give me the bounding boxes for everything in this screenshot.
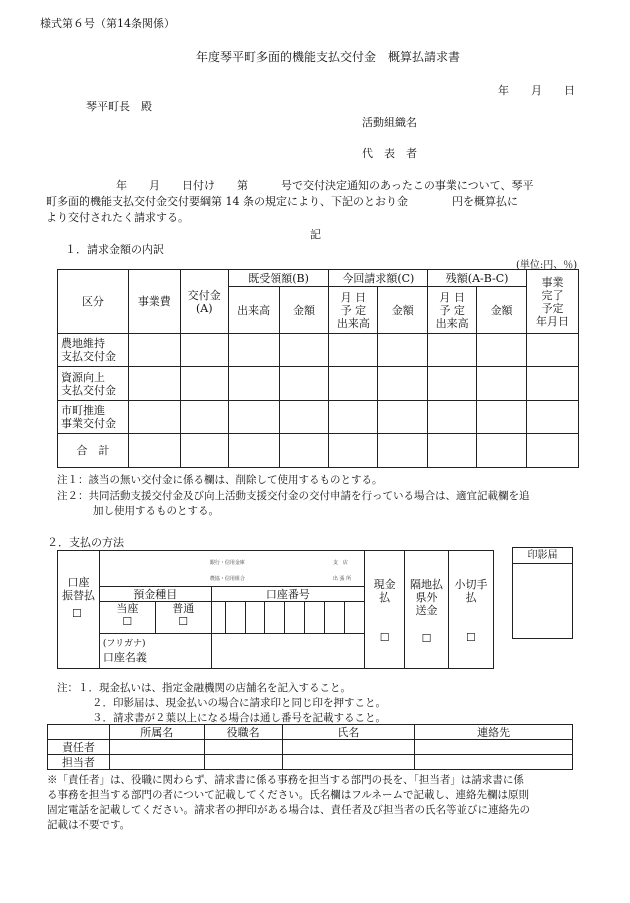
koza-checkbox[interactable]: ☐ (72, 607, 82, 620)
header-dekidaka: 出来高 (228, 287, 279, 334)
meigi-text: 口座名義 (102, 651, 147, 664)
note-3a: 注：１．現金払いは、指定金融機関の店舗名を記入すること。 (57, 682, 351, 694)
header-renraku: 連絡先 (415, 725, 573, 740)
header-kingaku-r: 金額 (477, 287, 527, 334)
account-digit[interactable] (245, 602, 265, 634)
note-3c: ３．請求書が２葉以上になる場合は通し番号を記載すること。 (92, 712, 386, 724)
body-line-1: 年 月 日付け 第 号で交付決定通知のあったこの事業について、琴平 (116, 179, 534, 192)
footnote-2: る事務を担当する部門の者について記載してください。氏名欄はフルネームで記載し、連絡先欄は原則 (47, 789, 530, 801)
toza-option[interactable] (99, 602, 155, 634)
cell-input[interactable] (378, 434, 428, 468)
toza-label: 当座 (116, 602, 139, 615)
cell-input[interactable] (128, 334, 180, 367)
row-label-shicho: 市町推進 事業交付金 (58, 401, 129, 434)
bank-name-cell[interactable] (99, 551, 364, 587)
cell-input[interactable] (329, 434, 378, 468)
claim-breakdown-table (57, 269, 579, 468)
cell-input[interactable] (128, 434, 180, 468)
koza-text: 口座 振替払 (61, 576, 95, 602)
body-line-2: 町多面的機能支払交付金交付要綱第 14 条の規定により、下記のとおり金 円を概算払に (46, 195, 518, 208)
header-konkai: 今回請求額(C) (329, 270, 428, 287)
cell-input[interactable] (282, 755, 415, 770)
cell-input[interactable] (415, 740, 573, 755)
cell-input[interactable] (477, 334, 527, 367)
genkin-checkbox[interactable]: ☐ (379, 631, 390, 644)
account-digit[interactable] (265, 602, 285, 634)
note-3b: ２．印影届は、現金払いの場合に請求印と同じ印を押すこと。 (92, 697, 386, 709)
header-kanryo: 事業 完了 予定 年月日 (527, 270, 579, 334)
cell-input[interactable] (378, 401, 428, 434)
cell-input[interactable] (180, 401, 228, 434)
futsu-checkbox[interactable]: ☐ (178, 615, 189, 628)
cell-input[interactable] (128, 367, 180, 401)
body-line-3: より交付されたく請求する。 (46, 211, 189, 224)
cell-input[interactable] (477, 367, 527, 401)
meigi-input[interactable] (211, 634, 365, 669)
kogitte-label (448, 551, 493, 669)
cell-input[interactable] (428, 367, 477, 401)
footnote-3: 固定電話を記載してください。請求者の押印がある場合は、責任者及び担当者の氏名等並びに連絡先の (47, 804, 530, 816)
header-kijuryo: 既受領額(B) (228, 270, 329, 287)
row-sekininsha: 責任者 (48, 740, 110, 755)
page-title: 年度琴平町多面的機能支払交付金 概算払請求書 (196, 50, 461, 64)
inkan-label: 印影届 (513, 548, 572, 564)
cell-input[interactable] (428, 401, 477, 434)
cell-input[interactable] (527, 367, 579, 401)
account-digit[interactable] (285, 602, 305, 634)
cell-input[interactable] (477, 434, 527, 468)
cell-input[interactable] (428, 434, 477, 468)
header-yotei-c: 月 日 予 定 出来高 (329, 287, 378, 334)
furigana-label: (フリガナ) (102, 639, 146, 649)
footnote-1: ※「責任者」は、役職に関わらず、請求書に係る事務を担当する部門の長を、「担当者」は請求書に係 (47, 774, 524, 786)
header-shozoku: 所属名 (109, 725, 204, 740)
header-yakushoku: 役職名 (204, 725, 282, 740)
cell-input[interactable] (378, 334, 428, 367)
kogitte-checkbox[interactable]: ☐ (466, 631, 476, 644)
account-digit[interactable] (211, 602, 225, 634)
toza-checkbox[interactable]: ☐ (122, 615, 133, 628)
cell-input[interactable] (180, 434, 228, 468)
cell-input[interactable] (415, 755, 573, 770)
cell-input[interactable] (128, 401, 180, 434)
contact-table (47, 724, 573, 770)
header-kingaku-b: 金額 (279, 287, 329, 334)
account-digit[interactable] (345, 602, 365, 634)
ki-mark: 記 (310, 228, 321, 241)
futsu-option[interactable] (155, 602, 211, 634)
header-zangaku: 残額(A-B-C) (428, 270, 527, 287)
kogitte-text: 小切手 払 (454, 578, 488, 604)
rep-label: 代 表 者 (362, 147, 417, 160)
header-kubun: 区分 (58, 270, 129, 334)
cell-input[interactable] (279, 367, 329, 401)
note-2b: 加し使用するものとする。 (93, 505, 219, 517)
branch-type-1: 支 店 (332, 560, 348, 566)
date-line: 年 月 日 (498, 84, 575, 97)
account-digit[interactable] (225, 602, 245, 634)
header-yotei-r: 月 日 予 定 出来高 (428, 287, 477, 334)
header-shimei: 氏名 (282, 725, 415, 740)
genkin-text: 現金 払 (373, 578, 396, 604)
cell-input[interactable] (477, 401, 527, 434)
row-label-nochi: 農地維持 支払交付金 (58, 334, 129, 367)
cell-input[interactable] (228, 401, 279, 434)
cell-input[interactable] (329, 334, 378, 367)
cell-input[interactable] (180, 334, 228, 367)
futsu-label: 普通 (172, 602, 195, 615)
bank-type-1: 銀行・信用金庫 (209, 560, 245, 566)
cell-input[interactable] (527, 401, 579, 434)
kakuchi-text: 隔地払 県外 送金 (410, 578, 444, 617)
cell-input[interactable] (228, 334, 279, 367)
addressee: 琴平町長 殿 (86, 100, 152, 113)
cell-input[interactable] (204, 755, 282, 770)
yokin-header: 預金種目 (99, 587, 211, 602)
cell-input[interactable] (204, 740, 282, 755)
section1-title: １．請求金額の内訳 (65, 243, 164, 256)
contact-corner (48, 725, 110, 740)
cell-input[interactable] (329, 367, 378, 401)
cell-input[interactable] (329, 401, 378, 434)
branch-type-2: 出 張 所 (332, 576, 352, 582)
header-kofukin: 交付金 (A) (180, 270, 228, 334)
cell-input[interactable] (228, 434, 279, 468)
unit-note: (単位:円、％) (516, 260, 578, 271)
note-1: 注１：該当の無い交付金に係る欄は、削除して使用するものとする。 (57, 474, 383, 486)
cell-input[interactable] (109, 755, 204, 770)
cell-input[interactable] (428, 334, 477, 367)
form-number: 様式第６号（第14条関係） (40, 17, 175, 30)
genkin-label (365, 551, 405, 669)
section2-title: ２．支払の方法 (47, 536, 124, 549)
note-2a: 注２：共同活動支援交付金及び向上活動支援交付金の交付申請を行っている場合は、適宜記載欄を追 (57, 490, 530, 502)
row-tantosha: 担当者 (48, 755, 110, 770)
cell-input[interactable] (109, 740, 204, 755)
org-label: 活動組織名 (362, 116, 417, 129)
account-digit[interactable] (305, 602, 325, 634)
header-jigyohi: 事業費 (128, 270, 180, 334)
cell-input[interactable] (180, 367, 228, 401)
kakuchi-label (405, 551, 449, 669)
account-digit[interactable] (325, 602, 345, 634)
cell-input[interactable] (228, 367, 279, 401)
payment-method-table (57, 550, 494, 669)
cell-input[interactable] (279, 401, 329, 434)
cell-input[interactable] (527, 434, 579, 468)
inkan-box[interactable] (512, 547, 573, 639)
footnote-4: 記載は不要です。 (47, 819, 131, 831)
cell-input[interactable] (378, 367, 428, 401)
meigi-label (99, 634, 211, 669)
header-kingaku-c: 金額 (378, 287, 428, 334)
bank-type-2: 農協・信用組合 (209, 576, 245, 582)
cell-input[interactable] (527, 334, 579, 367)
kozabango-header: 口座番号 (211, 587, 365, 602)
kakuchi-checkbox[interactable]: ☐ (421, 632, 432, 645)
cell-input[interactable] (282, 740, 415, 755)
cell-input[interactable] (279, 334, 329, 367)
cell-input[interactable] (279, 434, 329, 468)
row-label-shigen: 資源向上 支払交付金 (58, 367, 129, 401)
row-label-total: 合 計 (58, 434, 129, 468)
